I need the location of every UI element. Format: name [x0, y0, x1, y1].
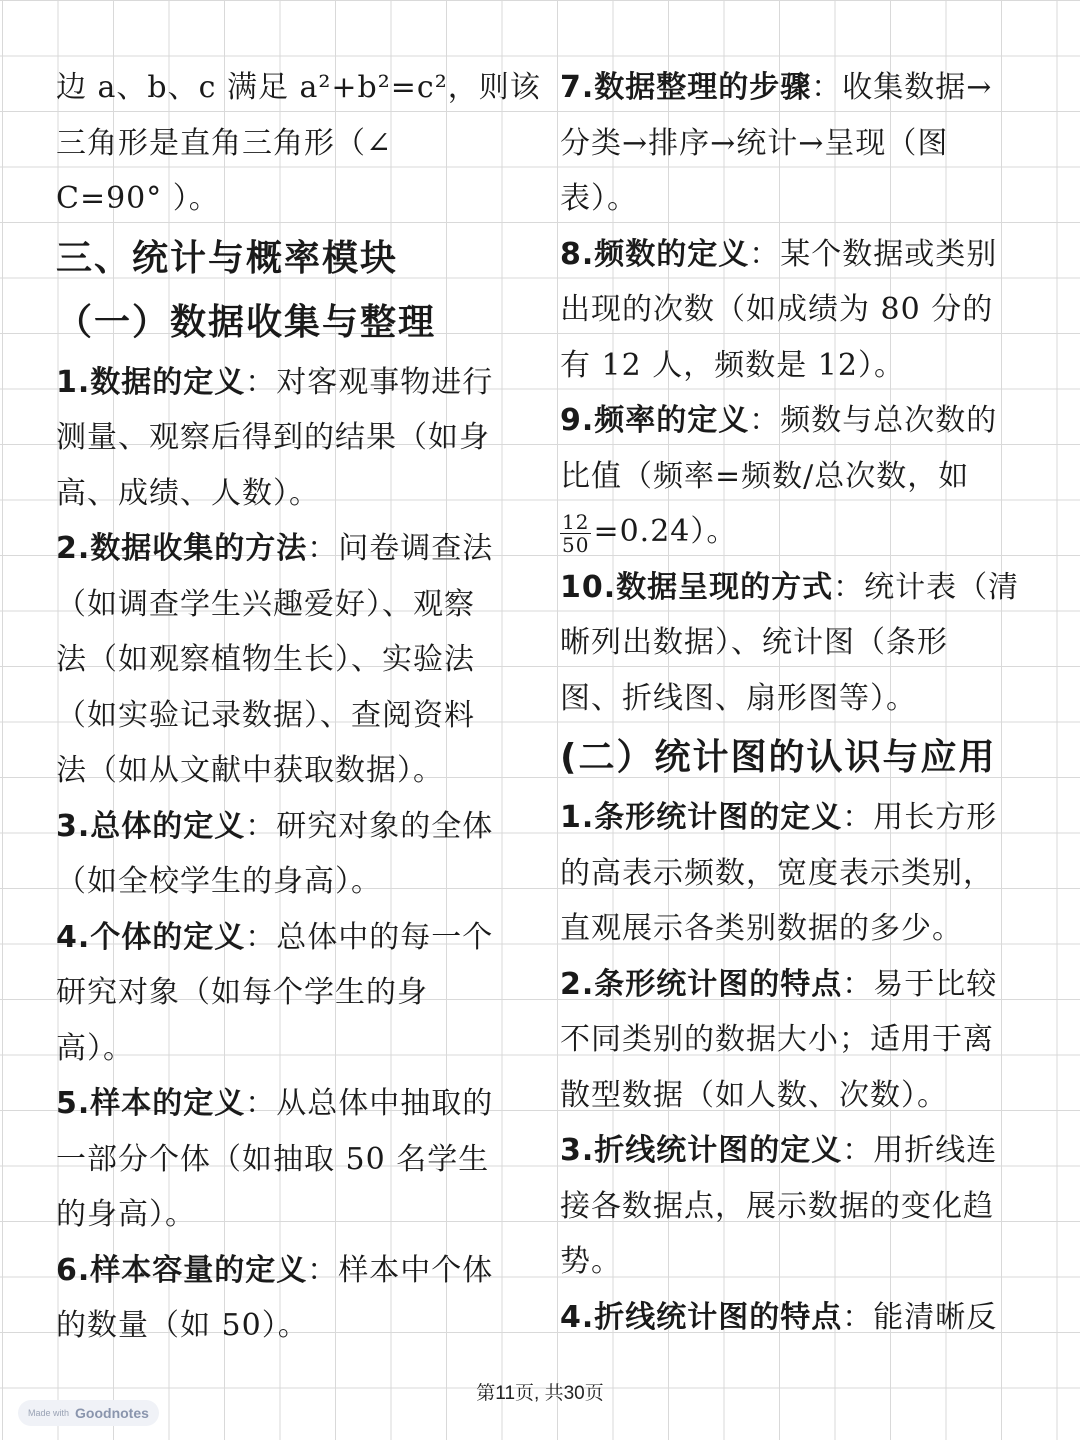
goodnotes-logo: Goodnotes [75, 1405, 149, 1421]
text-line: 一部分个体（如抽取 50 名学生 [56, 1141, 490, 1177]
text-line: 表）。 [560, 181, 638, 216]
text-line: 法（如从文献中获取数据）。 [56, 753, 444, 788]
term: 1.条形统计图的定义 [560, 800, 843, 835]
definition-relative-frequency: 9.频率的定义：频数与总次数的 [560, 403, 998, 438]
definition-organizing-steps: 7.数据整理的步骤：收集数据→ [560, 70, 993, 105]
definition-data: 1.数据的定义：对客观事物进行 [56, 364, 494, 400]
section-heading: 三、统计与概率模块 [56, 237, 399, 279]
text-line: 出现的次数（如成绩为 80 分的 [560, 292, 994, 327]
text-line: （如调查学生兴趣爱好）、观察 [56, 586, 475, 622]
text-line: 不同类别的数据大小；适用于离 [560, 1022, 994, 1057]
text-line: 边 a、b、c 满足 a²+b²=c²，则该 [56, 70, 541, 105]
text-line: 接各数据点，展示数据的变化趋 [560, 1188, 994, 1224]
left-column [56, 60, 541, 1354]
subsection-heading: (二）统计图的认识与应用 [560, 737, 997, 778]
text-line: （如实验记录数据）、查阅资料 [56, 697, 475, 733]
fraction-numerator: 12 [562, 509, 590, 534]
text-line: 直观展示各类别数据的多少。 [560, 911, 963, 946]
text-line: 的身高）。 [56, 1197, 196, 1232]
term: 3.折线统计图的定义 [560, 1133, 843, 1168]
text-line: 的数量（如 50）。 [56, 1308, 309, 1343]
fraction-denominator: 50 [562, 532, 590, 557]
definition-line-chart: 3.折线统计图的定义：用折线连 [560, 1133, 998, 1168]
text-line: 图、折线图、扇形图等）。 [560, 680, 917, 716]
text-line: C=90° ）。 [56, 181, 220, 216]
goodnotes-badge [18, 1400, 159, 1426]
term: 7.数据整理的步骤 [560, 70, 812, 105]
term: 3.总体的定义 [56, 808, 246, 844]
term: 1.数据的定义 [56, 364, 246, 400]
definition-line-chart-features: 4.折线统计图的特点：能清晰反 [560, 1299, 998, 1335]
term: 10.数据呈现的方式 [560, 569, 834, 605]
text-line: 研究对象（如每个学生的身 [56, 975, 428, 1010]
text-line: 有 12 人，频数是 12）。 [560, 347, 905, 383]
subsection-heading: （一）数据收集与整理 [56, 301, 437, 343]
right-column [560, 60, 1040, 1345]
fraction [560, 511, 591, 556]
text-line: 晰列出数据）、统计图（条形 [560, 625, 948, 660]
fraction-line: $\frac{12}{50}$ =0.24）。 [562, 509, 738, 557]
text-line: 三角形是直角三角形（∠ [56, 125, 393, 161]
term: 8.频数的定义 [560, 236, 750, 272]
text-line: 比值（频率=频数/总次数，如 [560, 458, 970, 494]
definition-frequency-count: 8.频数的定义：某个数据或类别 [560, 236, 998, 272]
term: 4.个体的定义 [56, 919, 246, 955]
term: 9.频率的定义 [560, 403, 750, 438]
text-line: 高）。 [56, 1030, 134, 1066]
definition-collection-methods: 2.数据收集的方法：问卷调查法 [56, 531, 494, 566]
badge-prefix: Made with [28, 1408, 70, 1418]
definition-bar-chart-features: 2.条形统计图的特点：易于比较 [560, 966, 998, 1002]
term: 5.样本的定义 [56, 1086, 246, 1121]
text-line: 的高表示频数，宽度表示类别， [560, 855, 994, 891]
definition-individual: 4.个体的定义：总体中的每一个 [56, 919, 494, 955]
definition-sample: 5.样本的定义：从总体中抽取的 [56, 1086, 494, 1121]
term: 4.折线统计图的特点 [560, 1299, 843, 1335]
term: 6.样本容量的定义 [56, 1252, 308, 1288]
definition-presentation: 10.数据呈现的方式：统计表（清 [560, 569, 1020, 605]
definition-sample-size: 6.样本容量的定义：样本中个体 [56, 1252, 494, 1288]
text-line: 分类→排序→统计→呈现（图 [560, 125, 949, 161]
definition-bar-chart: 1.条形统计图的定义：用长方形 [560, 800, 998, 835]
text-line: 法（如观察植物生长）、实验法 [56, 642, 475, 677]
definition-population: 3.总体的定义：研究对象的全体 [56, 808, 494, 844]
term: 2.条形统计图的特点 [560, 966, 843, 1002]
page-number: 第11页, 共30页 [476, 1383, 604, 1404]
text-line: （如全校学生的身高）。 [56, 864, 382, 899]
text-line: 势。 [560, 1244, 622, 1279]
text-line: 测量、观察后得到的结果（如身 [56, 420, 490, 455]
term: 2.数据收集的方法 [56, 531, 308, 566]
text-line: 散型数据（如人数、次数）。 [560, 1077, 948, 1113]
text-line: 高、成绩、人数）。 [56, 475, 320, 511]
